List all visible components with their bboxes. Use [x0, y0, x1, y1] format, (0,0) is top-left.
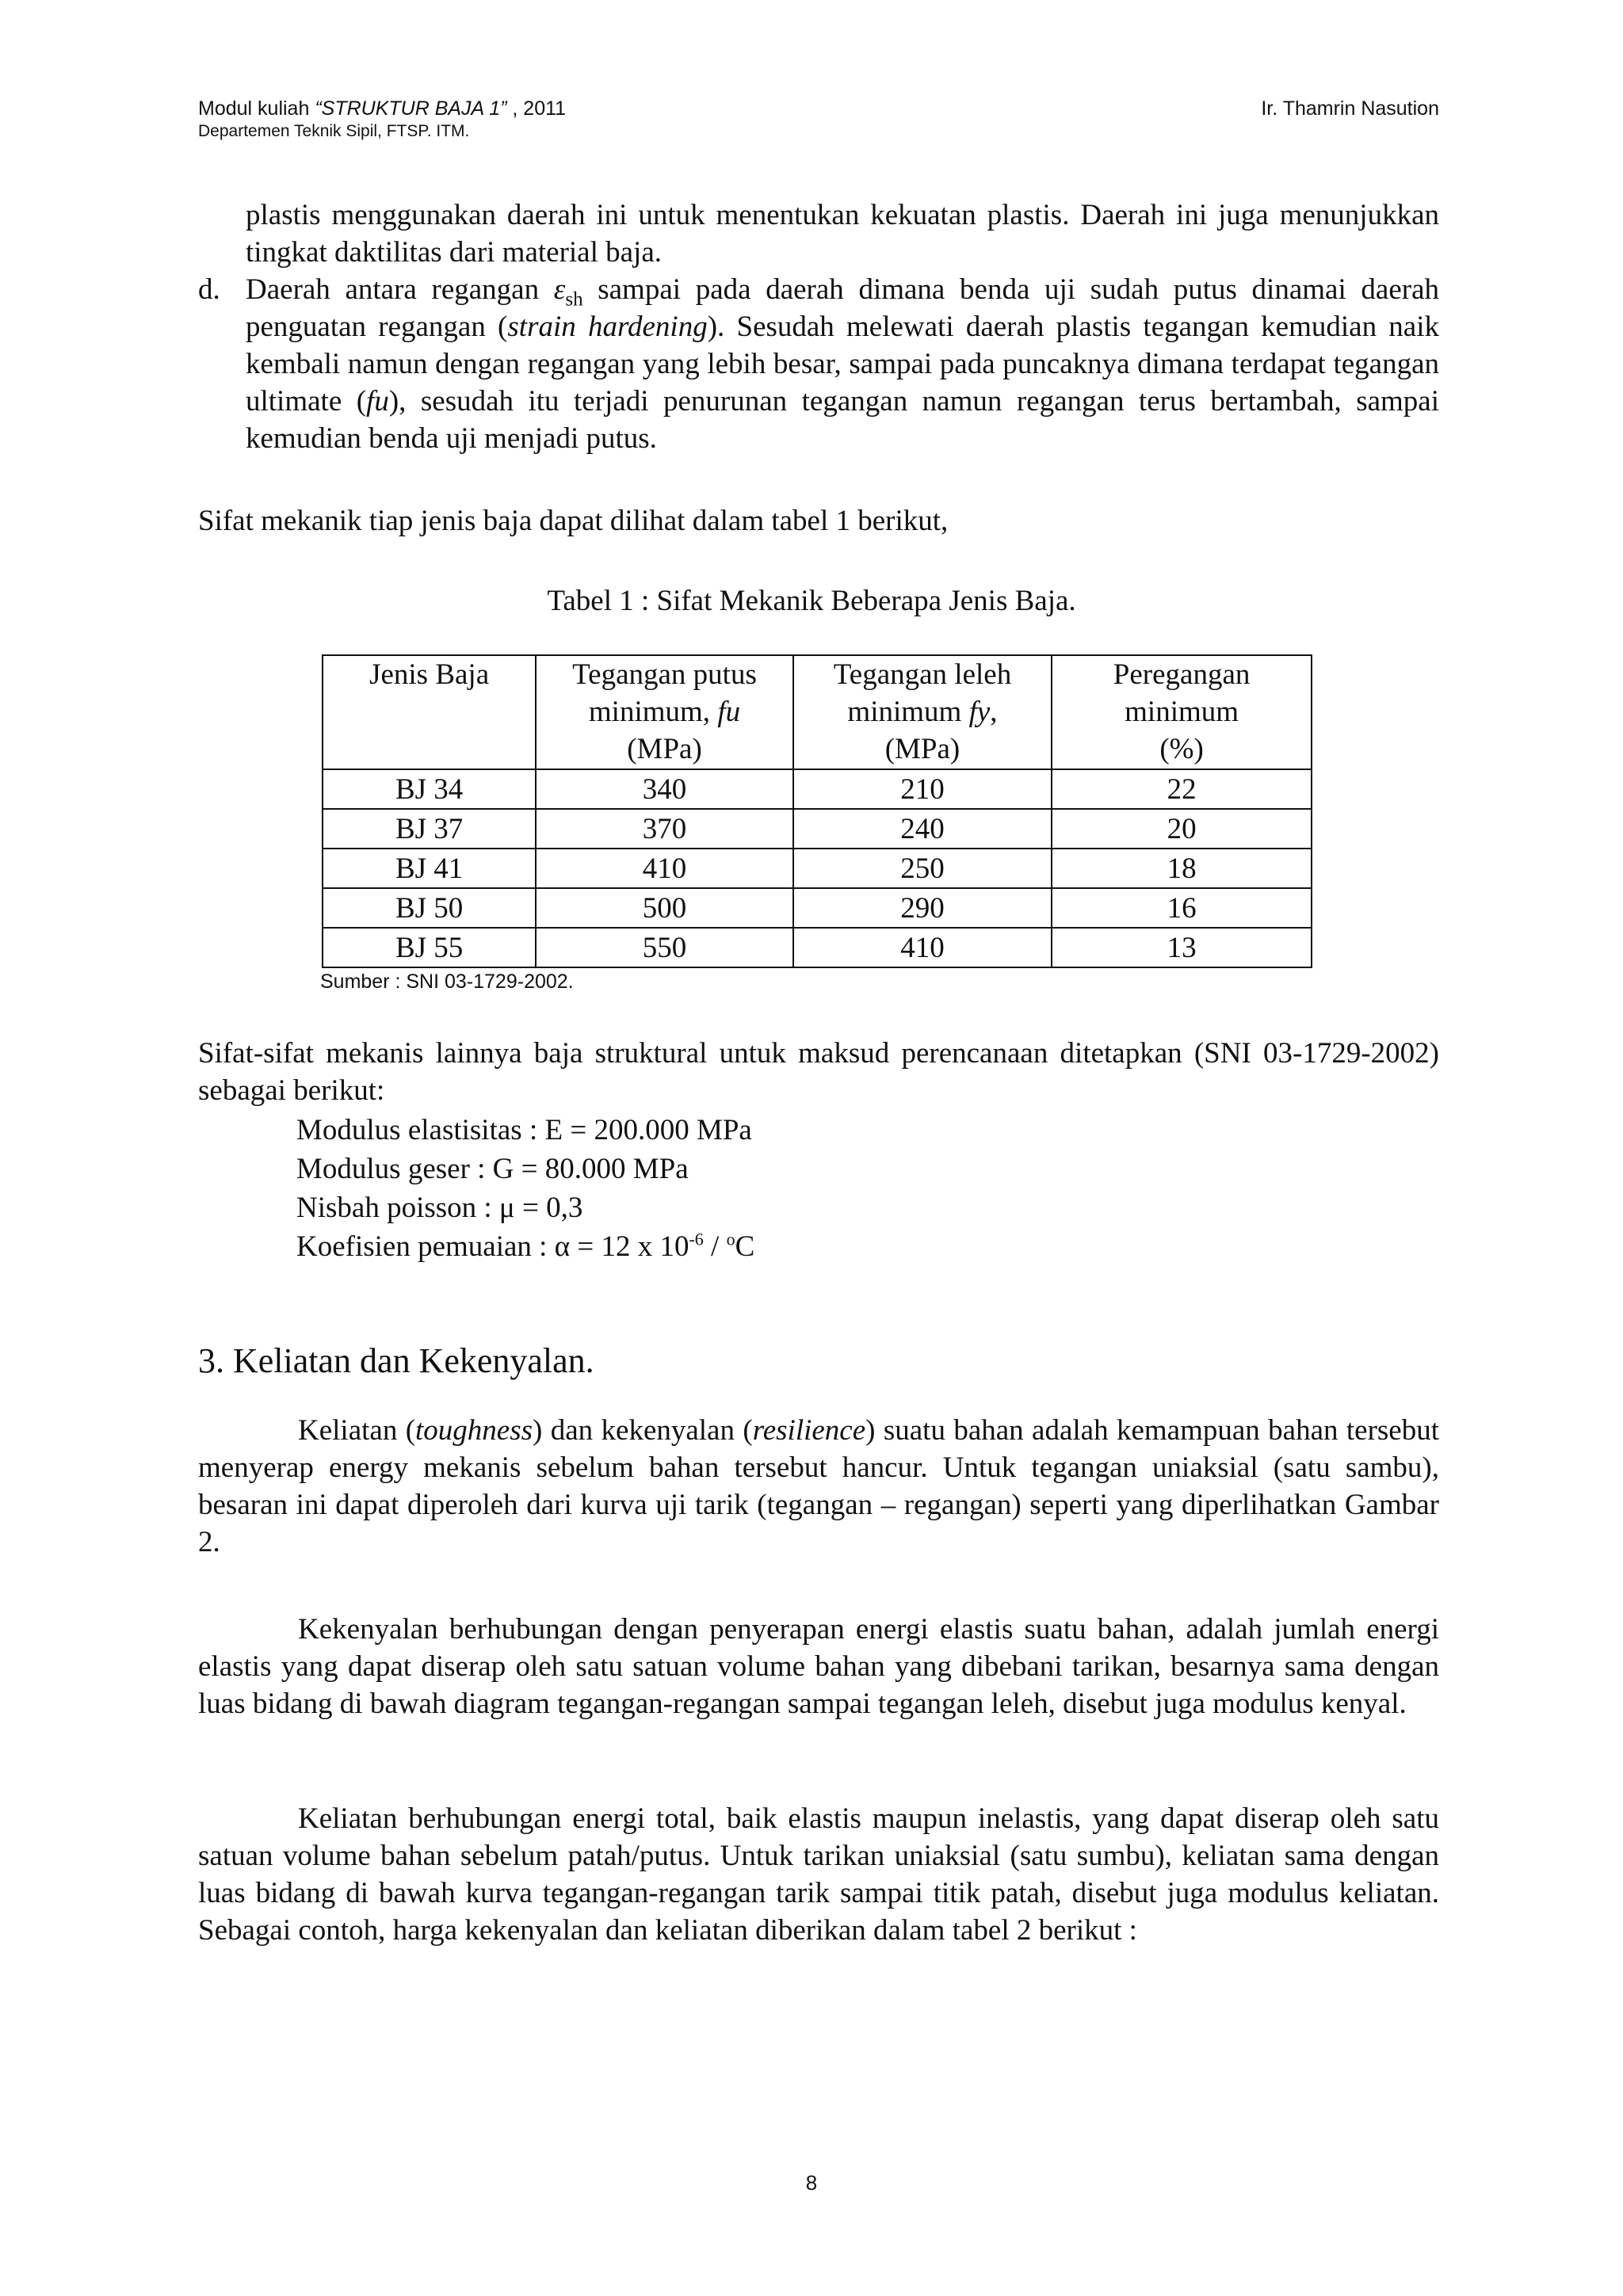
- table-cell: 340: [536, 769, 793, 809]
- term-strain-hardening: strain hardening: [507, 311, 708, 343]
- table-cell: BJ 50: [323, 888, 536, 928]
- prop-shear: Modulus geser : G = 80.000 MPa: [296, 1153, 689, 1185]
- table1-source: Sumber : SNI 03-1729-2002.: [320, 971, 574, 993]
- table-cell: BJ 34: [323, 769, 536, 809]
- list-item-d: [198, 271, 1439, 457]
- table-cell: 16: [1052, 888, 1312, 928]
- props-list: [296, 1111, 754, 1266]
- prop-expansion: Koefisien pemuaian : α = 12 x $10^{-6} / ^oC$: [296, 1229, 755, 1263]
- course-line: Modul kuliah “STRUKTUR BAJA 1” , 2011: [198, 97, 567, 120]
- epsilon-symbol: ε: [553, 273, 566, 306]
- table1: [322, 654, 1312, 968]
- table-row: [323, 928, 1312, 967]
- continued-paragraph: plastis menggunakan daerah ini untuk menentukan kekuatan plastis. Daerah ini juga menunjukkan tingkat daktilitas dari material baja.: [246, 199, 1439, 269]
- table-cell: 22: [1052, 769, 1312, 809]
- course-title: “STRUKTUR BAJA 1”: [315, 97, 507, 120]
- table-row: [323, 888, 1312, 928]
- table-cell: 500: [536, 888, 793, 928]
- table-row: [323, 769, 1312, 809]
- header-tegangan-putus: Tegangan putus minimum, fu (MPa): [536, 655, 793, 769]
- page-number: 8: [805, 2171, 818, 2195]
- table-cell: BJ 37: [323, 809, 536, 849]
- section3-paragraph-3: Keliatan berhubungan energi total, baik elastis maupun inelastis, yang dapat diserap oleh satu satuan volume bahan sebelum patah/putus. Untuk tarikan uniaksial (satu sumbu), keliatan sama dengan luas bidang di bawah kurva tegangan-regangan tarik sampai titik patah, disebut juga modulus keliatan. Sebagai contoh, harga kekenyalan dan keliatan diberikan dalam tabel 2 berikut :: [198, 1802, 1439, 1947]
- list-label: d.: [198, 273, 220, 306]
- table-cell: 18: [1052, 849, 1312, 888]
- department-line: Departemen Teknik Sipil, FTSP. ITM.: [198, 122, 470, 140]
- table-cell: 410: [793, 928, 1052, 967]
- prop-elasticity: Modulus elastisitas : E = 200.000 MPa: [296, 1114, 752, 1146]
- section3-paragraph-1: Keliatan (toughness) dan kekenyalan (resilience) suatu bahan adalah kemampuan bahan tersebut menyerap energy mekanis sebelum bahan tersebut hancur. Untuk tegangan uniaksial (satu sambu), besaran ini dapat diperoleh dari kurva uji tarik (tegangan – regangan) seperti yang diperlihatkan Gambar 2.: [198, 1414, 1439, 1558]
- table-cell: BJ 41: [323, 849, 536, 888]
- table-cell: 13: [1052, 928, 1312, 967]
- prop-poisson: Nisbah poisson : μ = 0,3: [296, 1192, 583, 1224]
- table-header-row: [323, 655, 1312, 769]
- table-cell: BJ 55: [323, 928, 536, 967]
- props-intro: Sifat-sifat mekanis lainnya baja struktural untuk maksud perencanaan ditetapkan (SNI 03-1729-2002) sebagai berikut:: [198, 1037, 1439, 1107]
- table-row: [323, 809, 1312, 849]
- table-intro: Sifat mekanik tiap jenis baja dapat dilihat dalam tabel 1 berikut,: [198, 505, 949, 537]
- table-cell: 210: [793, 769, 1052, 809]
- header-tegangan-leleh: Tegangan leleh minimum fy, (MPa): [793, 655, 1052, 769]
- table-row: [323, 849, 1312, 888]
- table-cell: 370: [536, 809, 793, 849]
- table-cell: 410: [536, 849, 793, 888]
- table1-caption: Tabel 1 : Sifat Mekanik Beberapa Jenis Baja.: [547, 585, 1076, 617]
- table-cell: 20: [1052, 809, 1312, 849]
- table-cell: 250: [793, 849, 1052, 888]
- table-cell: 240: [793, 809, 1052, 849]
- author-name: Ir. Thamrin Nasution: [1261, 97, 1439, 120]
- page-header-left: [198, 97, 566, 143]
- fu-symbol: fu: [366, 385, 389, 418]
- header-jenis-baja: Jenis Baja: [323, 655, 536, 769]
- term-resilience: resilience: [752, 1414, 866, 1447]
- table-cell: 290: [793, 888, 1052, 928]
- section3-paragraph-2: Kekenyalan berhubungan dengan penyerapan energi elastis suatu bahan, adalah jumlah energi elastis yang dapat diserap oleh satu satuan volume bahan yang dibebani tarikan, besarnya sama dengan luas bidang di bawah diagram tegangan-regangan sampai tegangan leleh, disebut juga modulus kenyal.: [198, 1613, 1439, 1720]
- header-peregangan: Peregangan minimum (%): [1052, 655, 1312, 769]
- term-toughness: toughness: [415, 1414, 533, 1447]
- list-item-text: Daerah antara regangan $\varepsilon_{sh}$ sampai pada daerah dimana benda uji sudah putus dinamai daerah penguatan regangan (strain hardening). Sesudah melewati daerah plastis tegangan kemudian naik kembali namun dengan regangan yang lebih besar, sampai pada puncaknya dimana terdapat tegangan ultimate (fu), sesudah itu terjadi penurunan tegangan namun regangan terus bertambah, sampai kemudian benda uji menjadi putus.: [246, 273, 1439, 455]
- section-title: 3. Keliatan dan Kekenyalan.: [198, 1341, 594, 1380]
- table-cell: 550: [536, 928, 793, 967]
